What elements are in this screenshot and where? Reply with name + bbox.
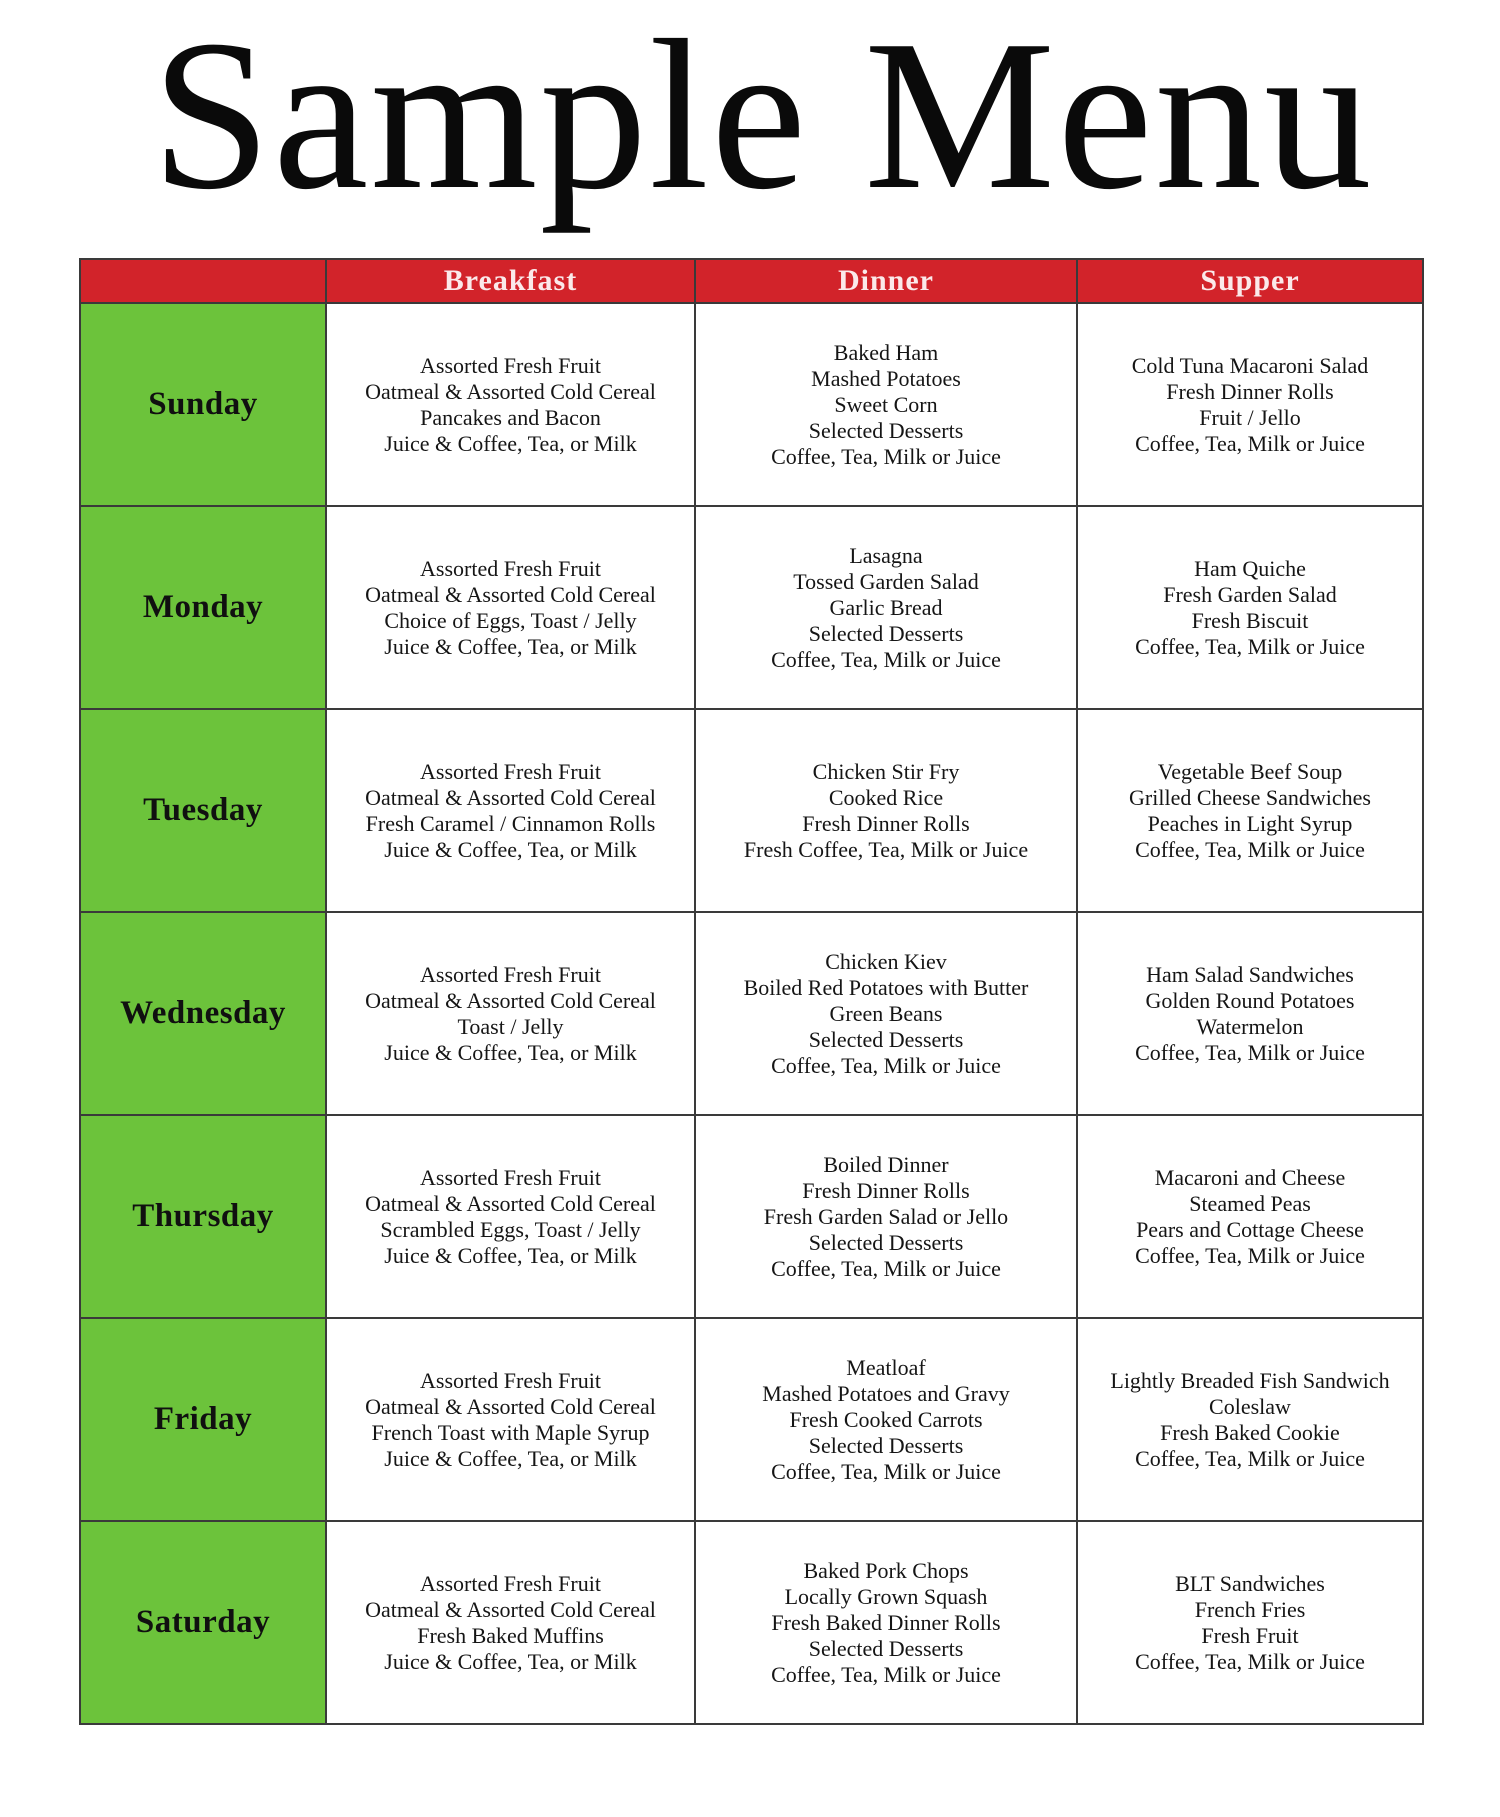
- menu-item: Macaroni and Cheese: [1154, 1164, 1346, 1190]
- menu-item: Selected Desserts: [808, 1229, 964, 1255]
- menu-item: Pancakes and Bacon: [420, 404, 601, 430]
- menu-item: Selected Desserts: [808, 417, 964, 443]
- supper-cell: [1077, 506, 1423, 709]
- header-row: [80, 259, 1423, 303]
- menu-item: Oatmeal & Assorted Cold Cereal: [365, 987, 656, 1013]
- menu-body: [80, 303, 1423, 1724]
- menu-item: Baked Ham: [833, 339, 939, 365]
- menu-item: Cold Tuna Macaroni Salad: [1131, 352, 1369, 378]
- menu-item: Fresh Coffee, Tea, Milk or Juice: [743, 836, 1029, 862]
- menu-item: Coffee, Tea, Milk or Juice: [771, 443, 1001, 469]
- menu-item: Coffee, Tea, Milk or Juice: [771, 1255, 1001, 1281]
- day-label: Tuesday: [80, 709, 326, 912]
- menu-item: Assorted Fresh Fruit: [420, 758, 601, 784]
- header-supper: Supper: [1077, 259, 1423, 303]
- day-row: [80, 912, 1423, 1115]
- day-label: Sunday: [80, 303, 326, 506]
- menu-item: Oatmeal & Assorted Cold Cereal: [365, 1190, 656, 1216]
- menu-item: Juice & Coffee, Tea, or Milk: [384, 836, 637, 862]
- menu-item: Ham Salad Sandwiches: [1146, 961, 1354, 987]
- menu-item: Assorted Fresh Fruit: [420, 1164, 601, 1190]
- menu-item: Steamed Peas: [1189, 1190, 1311, 1216]
- menu-item: Chicken Kiev: [825, 948, 947, 974]
- menu-item: Choice of Eggs, Toast / Jelly: [384, 607, 637, 633]
- menu-item: Toast / Jelly: [457, 1013, 564, 1039]
- dinner-cell: [695, 1521, 1077, 1724]
- breakfast-cell: [326, 1318, 695, 1521]
- menu-item: Fresh Dinner Rolls: [802, 810, 970, 836]
- breakfast-cell: [326, 506, 695, 709]
- menu-item: Golden Round Potatoes: [1145, 987, 1355, 1013]
- menu-item: Oatmeal & Assorted Cold Cereal: [365, 378, 656, 404]
- menu-item: Assorted Fresh Fruit: [420, 1367, 601, 1393]
- supper-cell: [1077, 1521, 1423, 1724]
- menu-item: Sweet Corn: [834, 391, 938, 417]
- menu-item: Fresh Caramel / Cinnamon Rolls: [365, 810, 656, 836]
- day-row: [80, 709, 1423, 912]
- menu-item: Coffee, Tea, Milk or Juice: [1135, 430, 1365, 456]
- menu-item: Meatloaf: [846, 1354, 926, 1380]
- menu-item: Coffee, Tea, Milk or Juice: [1135, 1648, 1365, 1674]
- menu-item: Oatmeal & Assorted Cold Cereal: [365, 1596, 656, 1622]
- menu-item: Coffee, Tea, Milk or Juice: [771, 1458, 1001, 1484]
- day-label: Thursday: [80, 1115, 326, 1318]
- menu-table: [79, 258, 1424, 1725]
- menu-item: Coffee, Tea, Milk or Juice: [1135, 1039, 1365, 1065]
- menu-item: Selected Desserts: [808, 1635, 964, 1661]
- menu-item: Ham Quiche: [1194, 555, 1306, 581]
- menu-item: Garlic Bread: [829, 594, 943, 620]
- supper-cell: [1077, 303, 1423, 506]
- menu-item: Coffee, Tea, Milk or Juice: [771, 1052, 1001, 1078]
- menu-item: Chicken Stir Fry: [812, 758, 960, 784]
- day-label: Friday: [80, 1318, 326, 1521]
- menu-item: Assorted Fresh Fruit: [420, 1570, 601, 1596]
- dinner-cell: [695, 709, 1077, 912]
- day-label: Wednesday: [80, 912, 326, 1115]
- menu-item: Fresh Dinner Rolls: [1166, 378, 1334, 404]
- supper-cell: [1077, 709, 1423, 912]
- menu-item: Assorted Fresh Fruit: [420, 555, 601, 581]
- menu-item: BLT Sandwiches: [1175, 1570, 1325, 1596]
- menu-item: Assorted Fresh Fruit: [420, 352, 601, 378]
- menu-item: Fresh Garden Salad: [1163, 581, 1337, 607]
- menu-item: Juice & Coffee, Tea, or Milk: [384, 1445, 637, 1471]
- menu-item: Green Beans: [829, 1000, 943, 1026]
- dinner-cell: [695, 1318, 1077, 1521]
- menu-item: Fresh Garden Salad or Jello: [763, 1203, 1009, 1229]
- menu-item: Fresh Baked Muffins: [417, 1622, 604, 1648]
- menu-item: Coffee, Tea, Milk or Juice: [771, 646, 1001, 672]
- menu-item: Lightly Breaded Fish Sandwich: [1110, 1367, 1390, 1393]
- dinner-cell: [695, 303, 1077, 506]
- menu-item: Vegetable Beef Soup: [1157, 758, 1343, 784]
- menu-item: Oatmeal & Assorted Cold Cereal: [365, 784, 656, 810]
- menu-item: Selected Desserts: [808, 1432, 964, 1458]
- menu-item: Peaches in Light Syrup: [1147, 810, 1353, 836]
- page-title: Sample Menu: [151, 0, 1374, 234]
- menu-item: French Toast with Maple Syrup: [371, 1419, 650, 1445]
- menu-item: Coffee, Tea, Milk or Juice: [1135, 1242, 1365, 1268]
- dinner-cell: [695, 506, 1077, 709]
- day-label: Saturday: [80, 1521, 326, 1724]
- menu-item: Lasagna: [849, 542, 923, 568]
- menu-item: Pears and Cottage Cheese: [1136, 1216, 1364, 1242]
- header-corner: [80, 259, 326, 303]
- menu-item: Coffee, Tea, Milk or Juice: [1135, 1445, 1365, 1471]
- menu-item: Fresh Fruit: [1201, 1622, 1299, 1648]
- menu-item: French Fries: [1194, 1596, 1306, 1622]
- day-row: [80, 1521, 1423, 1724]
- breakfast-cell: [326, 709, 695, 912]
- menu-item: Fresh Baked Dinner Rolls: [771, 1609, 1001, 1635]
- menu-item: Coffee, Tea, Milk or Juice: [771, 1661, 1001, 1687]
- menu-item: Juice & Coffee, Tea, or Milk: [384, 633, 637, 659]
- menu-item: Juice & Coffee, Tea, or Milk: [384, 1039, 637, 1065]
- menu-item: Boiled Dinner: [823, 1151, 949, 1177]
- header-dinner: Dinner: [695, 259, 1077, 303]
- menu-item: Fresh Baked Cookie: [1160, 1419, 1340, 1445]
- dinner-cell: [695, 912, 1077, 1115]
- day-row: [80, 303, 1423, 506]
- menu-item: Fresh Dinner Rolls: [802, 1177, 970, 1203]
- menu-item: Coffee, Tea, Milk or Juice: [1135, 633, 1365, 659]
- menu-item: Juice & Coffee, Tea, or Milk: [384, 1242, 637, 1268]
- supper-cell: [1077, 1115, 1423, 1318]
- menu-item: Cooked Rice: [828, 784, 944, 810]
- menu-item: Fruit / Jello: [1199, 404, 1301, 430]
- menu-item: Mashed Potatoes: [811, 365, 961, 391]
- menu-item: Baked Pork Chops: [803, 1557, 969, 1583]
- day-label: Monday: [80, 506, 326, 709]
- supper-cell: [1077, 1318, 1423, 1521]
- menu-item: Selected Desserts: [808, 1026, 964, 1052]
- breakfast-cell: [326, 303, 695, 506]
- menu-item: Grilled Cheese Sandwiches: [1129, 784, 1371, 810]
- menu-item: Mashed Potatoes and Gravy: [762, 1380, 1010, 1406]
- menu-item: Oatmeal & Assorted Cold Cereal: [365, 1393, 656, 1419]
- menu-item: Watermelon: [1196, 1013, 1304, 1039]
- day-row: [80, 1318, 1423, 1521]
- breakfast-cell: [326, 1115, 695, 1318]
- menu-item: Fresh Cooked Carrots: [789, 1406, 983, 1432]
- breakfast-cell: [326, 1521, 695, 1724]
- menu-item: Juice & Coffee, Tea, or Milk: [384, 430, 637, 456]
- menu-item: Locally Grown Squash: [784, 1583, 988, 1609]
- day-row: [80, 506, 1423, 709]
- menu-item: Selected Desserts: [808, 620, 964, 646]
- menu-item: Tossed Garden Salad: [793, 568, 979, 594]
- breakfast-cell: [326, 912, 695, 1115]
- menu-item: Juice & Coffee, Tea, or Milk: [384, 1648, 637, 1674]
- menu-item: Coleslaw: [1209, 1393, 1291, 1419]
- menu-item: Coffee, Tea, Milk or Juice: [1135, 836, 1365, 862]
- menu-item: Assorted Fresh Fruit: [420, 961, 601, 987]
- menu-item: Boiled Red Potatoes with Butter: [743, 974, 1029, 1000]
- header-breakfast: Breakfast: [326, 259, 695, 303]
- menu-item: Fresh Biscuit: [1191, 607, 1309, 633]
- day-row: [80, 1115, 1423, 1318]
- supper-cell: [1077, 912, 1423, 1115]
- dinner-cell: [695, 1115, 1077, 1318]
- menu-item: Scrambled Eggs, Toast / Jelly: [380, 1216, 641, 1242]
- menu-item: Oatmeal & Assorted Cold Cereal: [365, 581, 656, 607]
